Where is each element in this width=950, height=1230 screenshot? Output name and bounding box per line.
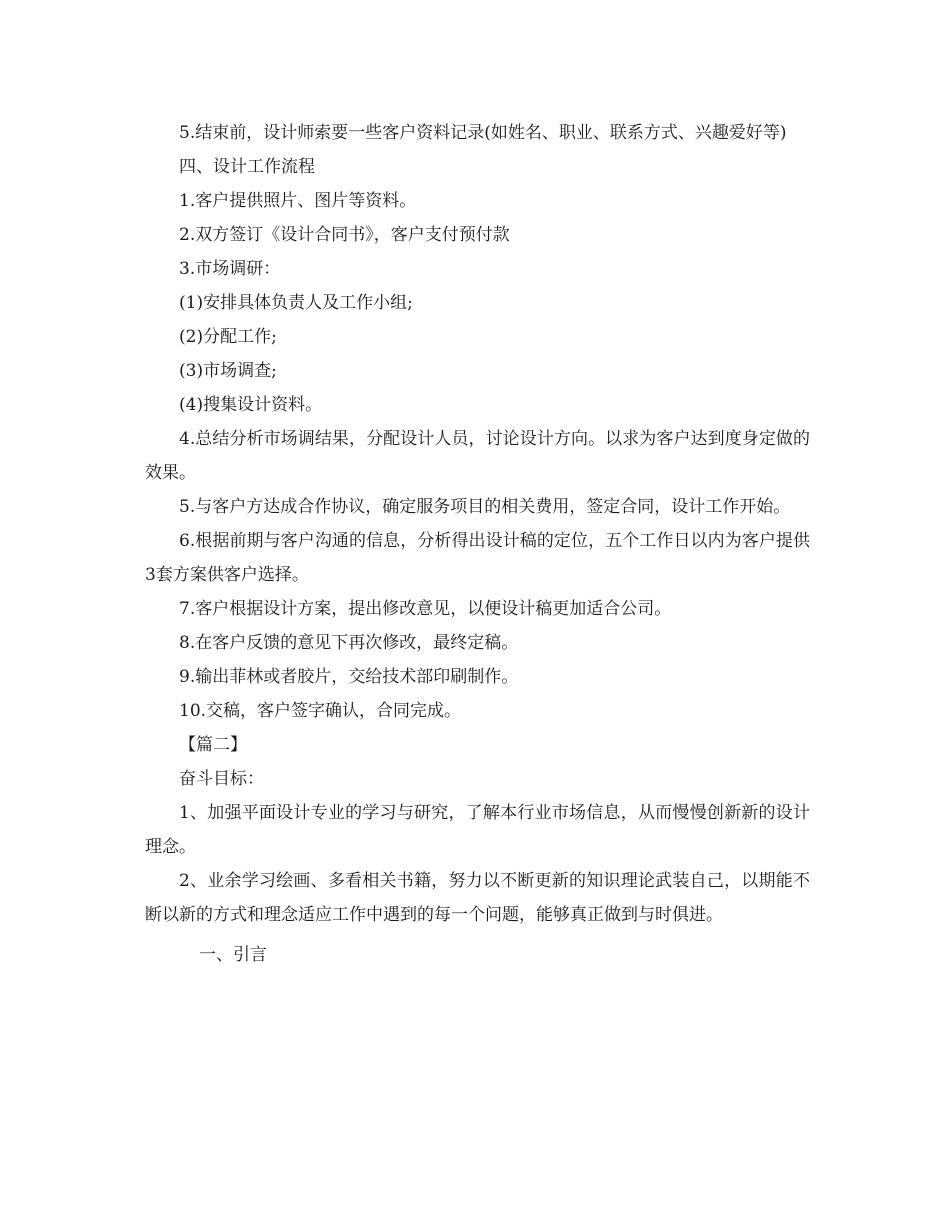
paragraph-step-6: 6.根据前期与客户沟通的信息，分析得出设计稿的定位，五个工作日以内为客户提供3套方案供客户选择。: [145, 531, 810, 585]
paragraph-goals-heading: 奋斗目标：: [179, 769, 264, 789]
document-body: [145, 116, 810, 972]
section-heading-introduction: 一、引言: [199, 945, 267, 965]
paragraph-goal-2: 2、业余学习绘画、多看相关书籍，努力以不断更新的知识理论武装自己，以期能不断以新的方式和理念适应工作中遇到的每一个问题，能够真正做到与时俱进。: [145, 871, 810, 925]
paragraph-step-4: 4.总结分析市场调结果，分配设计人员，讨论设计方向。以求为客户达到度身定做的效果。: [145, 429, 810, 483]
paragraph-step-9: 9.输出菲林或者胶片，交给技术部印刷制作。: [179, 667, 519, 687]
section-heading-design-workflow: 四、设计工作流程: [179, 157, 315, 177]
paragraph-substep-4: (4)搜集设计资料。: [179, 395, 323, 415]
paragraph-goal-1: 1、加强平面设计专业的学习与研究，了解本行业市场信息，从而慢慢创新新的设计理念。: [145, 803, 810, 857]
paragraph-substep-1: (1)安排具体负责人及工作小组;: [179, 293, 413, 313]
section-heading-part-two: 【篇二】: [179, 735, 247, 755]
paragraph-client-info-request: 5.结束前，设计师索要一些客户资料记录(如姓名、职业、联系方式、兴趣爱好等): [179, 123, 787, 143]
paragraph-step-8: 8.在客户反馈的意见下再次修改，最终定稿。: [179, 633, 519, 653]
paragraph-step-2: 2.双方签订《设计合同书》，客户支付预付款: [179, 225, 510, 245]
paragraph-substep-2: (2)分配工作;: [179, 327, 277, 347]
paragraph-step-5: 5.与客户方达成合作协议，确定服务项目的相关费用，签定合同，设计工作开始。: [179, 497, 791, 517]
paragraph-step-7: 7.客户根据设计方案，提出修改意见，以便设计稿更加适合公司。: [179, 599, 672, 619]
paragraph-step-3: 3.市场调研：: [179, 259, 281, 279]
paragraph-step-10: 10.交稿，客户签字确认，合同完成。: [179, 701, 462, 721]
paragraph-substep-3: (3)市场调查;: [179, 361, 277, 381]
paragraph-step-1: 1.客户提供照片、图片等资料。: [179, 191, 417, 211]
